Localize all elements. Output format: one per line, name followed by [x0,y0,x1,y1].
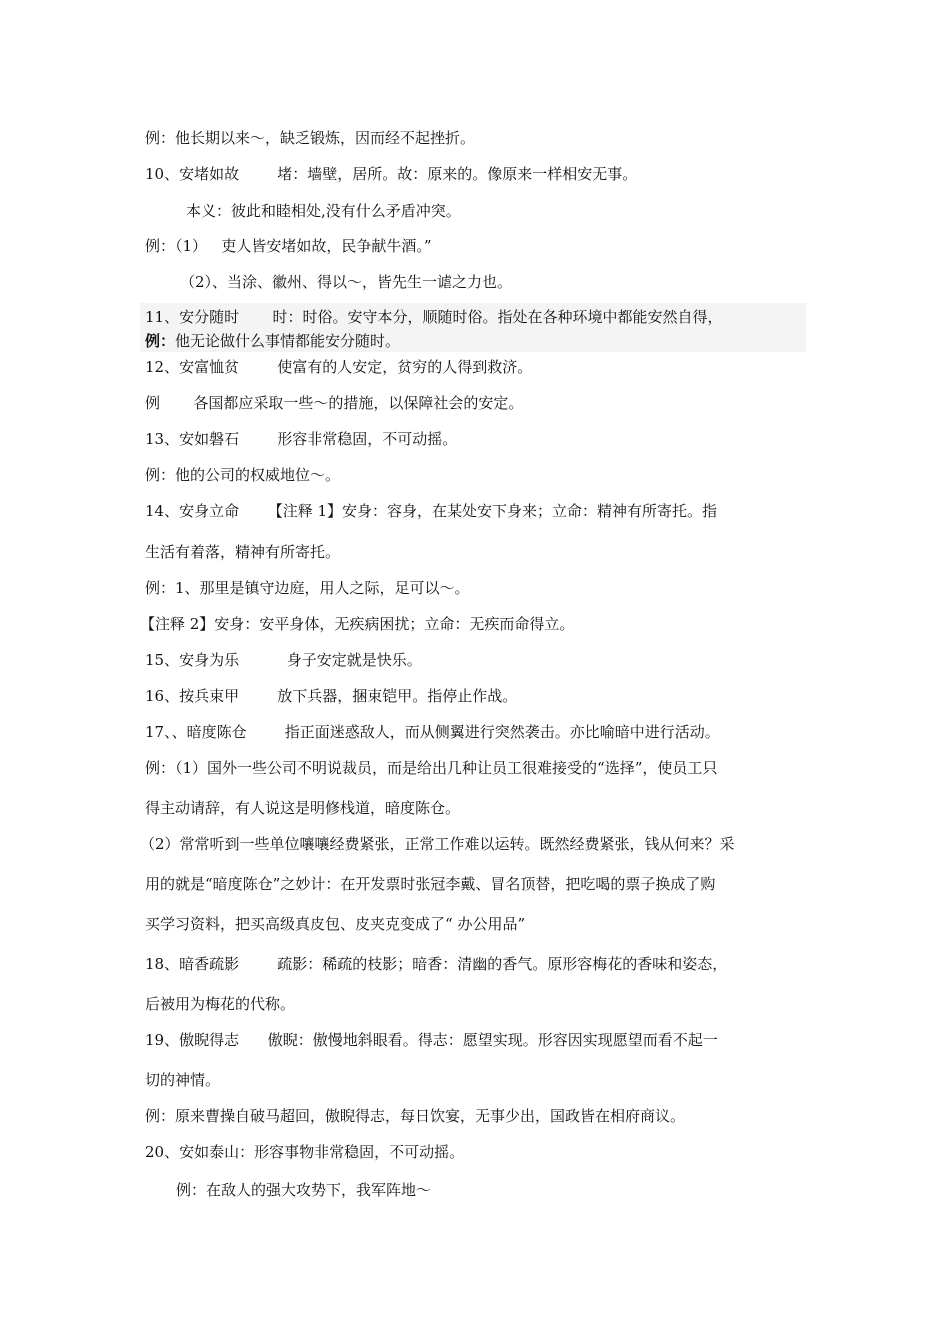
idiom-entry-19: 19、傲睨得志 傲睨：傲慢地斜眼看。得志：愿望实现。形容因实现愿望而看不起一 [145,1031,718,1049]
idiom-entry-13: 13、安如磐石 形容非常稳固，不可动摇。 [145,430,458,448]
text-line: 用的就是“暗度陈仓”之妙计：在开发票时张冠李戴、冒名顶替，把吃喝的票子换成了购 [145,875,716,893]
idiom-entry-10: 10、安堵如故 堵：墙壁，居所。故：原来的。像原来一样相安无事。 [145,165,638,183]
text-line: （2）、当涂、徽州、得以～，皆先生一谑之力也。 [180,273,513,291]
idiom-entry-15: 15、安身为乐 身子安定就是快乐。 [145,651,422,669]
text-line: 例：他长期以来～，缺乏锻炼，因而经不起挫折。 [145,129,476,147]
text-line: 切的神情。 [145,1071,221,1089]
text-line: 生活有着落，精神有所寄托。 [145,543,341,561]
text-line: 例：（1） 吏人皆安堵如故，民争献牛酒。” [145,237,432,255]
text-line: 例：他的公司的权威地位～。 [145,466,341,484]
idiom-entry-16: 16、按兵束甲 放下兵器，捆束铠甲。指停止作战。 [145,687,518,705]
text-line [145,331,400,351]
text-line: 例 各国都应采取一些～的措施，以保障社会的安定。 [145,394,524,412]
idiom-entry-11: 11、安分随时 时：时俗。安守本分，顺随时俗。指处在各种环境中都能安然自得， [145,308,723,326]
idiom-entry-17: 17、、暗度陈仓 指正面迷惑敌人，而从侧翼进行突然袭击。亦比喻暗中进行活动。 [145,723,720,741]
text-line: 本义：彼此和睦相处,没有什么矛盾冲突。 [186,202,461,220]
text-line: （2）常常听到一些单位嚷嚷经费紧张，正常工作难以运转。既然经费紧张，钱从何来？采 [140,835,735,853]
text-line: 例：原来曹操自破马超回，傲睨得志，每日饮宴，无事少出，国政皆在相府商议。 [145,1107,686,1125]
text-line: 例：1、那里是镇守边庭，用人之际，足可以～。 [145,579,470,597]
text-span: 他无论做什么事情都能安分随时。 [175,332,401,350]
text-line: 得主动请辞，有人说这是明修栈道，暗度陈仓。 [145,799,461,817]
idiom-entry-14: 14、安身立命 【注释 1】安身：容身，在某处安下身来；立命：精神有所寄托。指 [145,502,718,520]
text-line: 后被用为梅花的代称。 [145,995,296,1013]
idiom-entry-18: 18、暗香疏影 疏影：稀疏的枝影；暗香：清幽的香气。原形容梅花的香味和姿态， [145,955,728,973]
text-line: 【注释 2】安身：安平身体，无疾病困扰；立命：无疾而命得立。 [140,615,575,633]
text-line: 买学习资料，把买高级真皮包、皮夹克变成了“ 办公用品” [145,915,526,933]
idiom-entry-20: 20、安如泰山：形容事物非常稳固，不可动摇。 [145,1143,465,1161]
text-line: 例：在敌人的强大攻势下，我军阵地～ [176,1181,432,1199]
bold-label: 例： [145,332,176,350]
idiom-entry-12: 12、安富恤贫 使富有的人安定，贫穷的人得到救济。 [145,358,533,376]
text-line: 例：（1）国外一些公司不明说裁员，而是给出几种让员工很难接受的“选择”，使员工只 [145,759,718,777]
